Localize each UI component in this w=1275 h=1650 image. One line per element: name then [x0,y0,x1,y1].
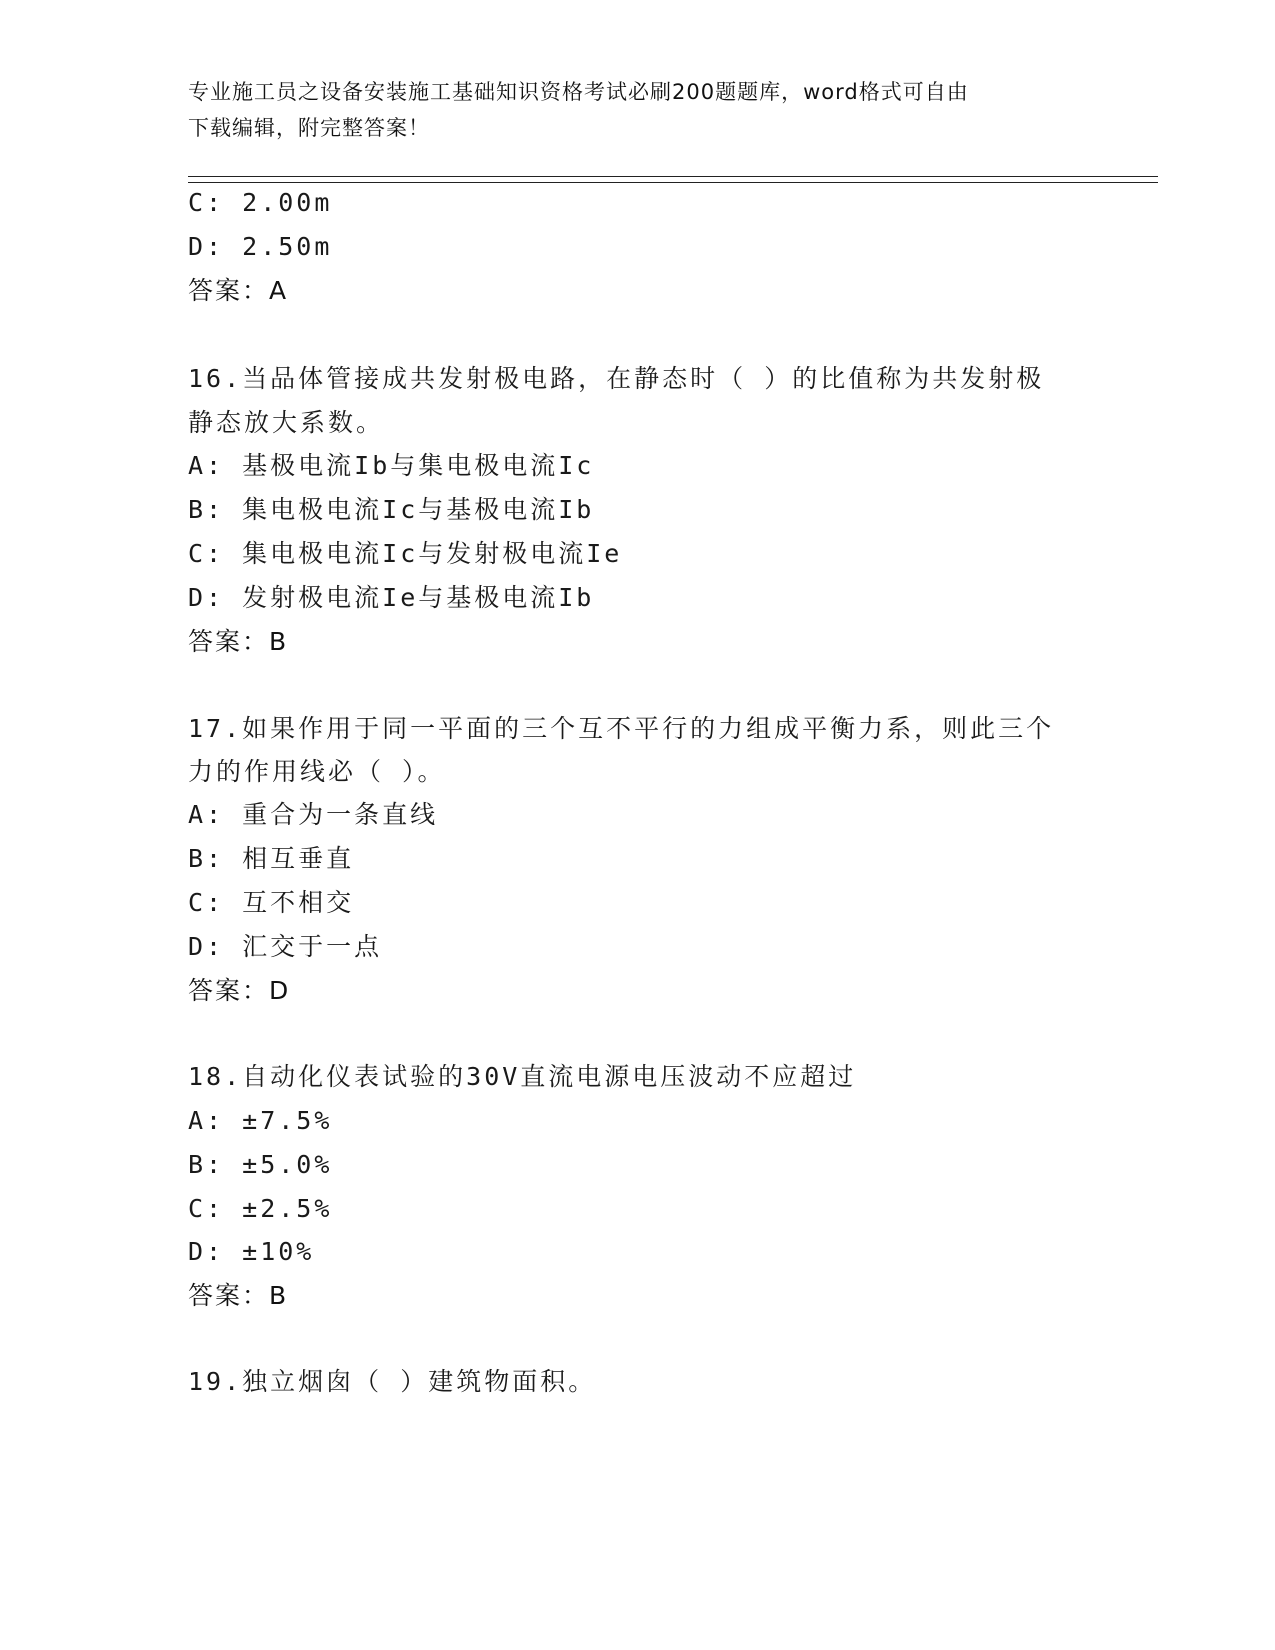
q18-stem-line-1: 18.自动化仪表试验的30V直流电源电压波动不应超过 [188,1062,857,1091]
q18-option-d: D: ±10% [188,1237,315,1266]
header-line-1: 专业施工员之设备安装施工基础知识资格考试必刷200题题库，word格式可自由 [188,80,969,104]
q18-option-b: B: ±5.0% [188,1150,333,1179]
q16-option-b: B: 集电极电流Ic与基极电流Ib [188,495,595,524]
q17-option-d: D: 汇交于一点 [188,932,383,961]
q16-stem-line-2: 静态放大系数。 [188,408,385,437]
q19-stem-line-1: 19.独立烟囱（ ）建筑物面积。 [188,1367,597,1396]
header-line-2: 下载编辑，附完整答案！ [188,116,430,140]
q17-answer: 答案：D [188,976,291,1005]
q15-option-c: C: 2.00m [188,188,333,217]
q16-option-c: C: 集电极电流Ic与发射极电流Ie [188,539,623,568]
q16-stem-line-1: 16.当品体管接成共发射极电路，在静态时（ ）的比值称为共发射极 [188,364,1045,393]
q17-option-a: A: 重合为一条直线 [188,800,439,829]
q18-option-a: A: ±7.5% [188,1106,333,1135]
q15-option-d: D: 2.50m [188,232,333,261]
q17-stem-line-1: 17.如果作用于同一平面的三个互不平行的力组成平衡力系，则此三个 [188,714,1055,743]
header-divider-bottom [188,182,1158,183]
document-header [188,74,1088,146]
q15-answer: 答案：A [188,276,289,305]
q17-stem-line-2: 力的作用线必（ ）。 [188,757,446,786]
header-divider-top [188,176,1158,177]
q17-option-c: C: 互不相交 [188,888,355,917]
q17-option-b: B: 相互垂直 [188,844,355,873]
q16-option-a: A: 基极电流Ib与集电极电流Ic [188,451,595,480]
q18-option-c: C: ±2.5% [188,1194,333,1223]
q16-option-d: D: 发射极电流Ie与基极电流Ib [188,583,595,612]
q16-answer: 答案：B [188,627,289,656]
q18-answer: 答案：B [188,1281,289,1310]
